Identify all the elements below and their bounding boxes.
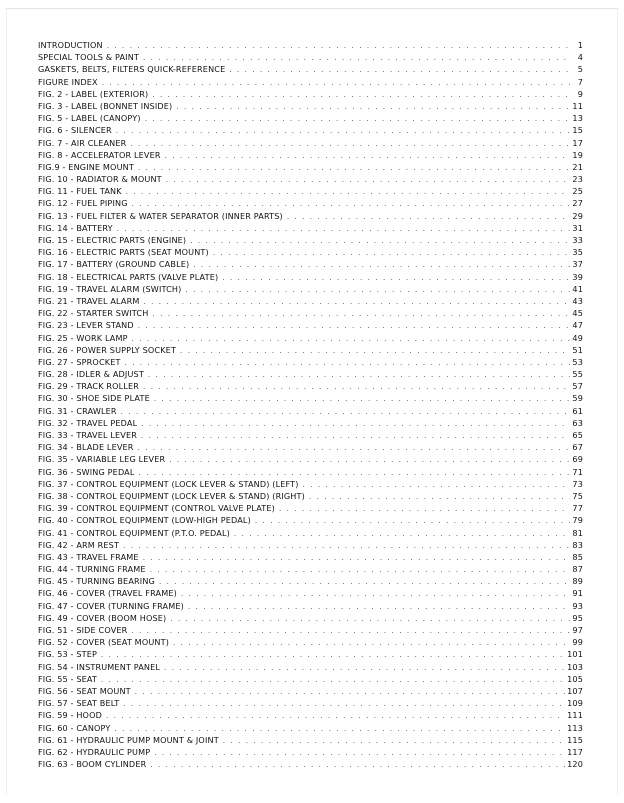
toc-entry-page-number: 53 bbox=[572, 356, 583, 367]
toc-entry-page-number: 31 bbox=[572, 222, 583, 233]
toc-entry[interactable] bbox=[38, 332, 583, 344]
toc-entry[interactable] bbox=[38, 478, 583, 490]
toc-dot-leader bbox=[152, 308, 570, 320]
toc-entry-page-number: 93 bbox=[572, 600, 583, 611]
toc-entry-title: FIG. 21 - TRAVEL ALARM bbox=[38, 295, 140, 306]
toc-dot-leader bbox=[123, 540, 570, 552]
toc-entry[interactable] bbox=[38, 587, 583, 599]
toc-entry-title: FIG. 30 - SHOE SIDE PLATE bbox=[38, 393, 150, 404]
toc-entry-page-number: 73 bbox=[572, 478, 583, 489]
toc-dot-leader bbox=[287, 211, 571, 223]
toc-entry[interactable] bbox=[38, 124, 583, 136]
toc-entry-page-number: 101 bbox=[567, 649, 583, 660]
toc-entry[interactable] bbox=[38, 380, 583, 392]
toc-entry[interactable] bbox=[38, 636, 583, 648]
toc-entry-page-number: 95 bbox=[572, 612, 583, 623]
toc-entry-page-number: 45 bbox=[572, 308, 583, 319]
toc-entry-page-number: 15 bbox=[572, 125, 583, 136]
toc-dot-leader bbox=[141, 418, 570, 430]
toc-entry-page-number: 105 bbox=[567, 673, 583, 684]
toc-dot-leader bbox=[222, 272, 570, 284]
toc-entry-title: FIG. 19 - TRAVEL ALARM (SWITCH) bbox=[38, 283, 182, 294]
toc-dot-leader bbox=[176, 101, 570, 113]
toc-dot-leader bbox=[154, 393, 571, 405]
toc-dot-leader bbox=[185, 284, 570, 296]
toc-dot-leader bbox=[125, 357, 571, 369]
toc-entry[interactable] bbox=[38, 661, 583, 673]
toc-dot-leader bbox=[107, 40, 571, 52]
toc-entry-page-number: 91 bbox=[572, 588, 583, 599]
toc-entry[interactable] bbox=[38, 295, 583, 307]
toc-entry-title: FIG. 38 - CONTROL EQUIPMENT (LOCK LEVER & STAND) (RIGHT) bbox=[38, 490, 305, 501]
toc-entry-title: FIG. 36 - SWING PEDAL bbox=[38, 466, 135, 477]
toc-entry-title: FIG. 3 - LABEL (BONNET INSIDE) bbox=[38, 100, 173, 111]
toc-entry-page-number: 55 bbox=[572, 369, 583, 380]
toc-dot-leader bbox=[135, 686, 565, 698]
toc-entry-page-number: 89 bbox=[572, 576, 583, 587]
toc-entry-page-number: 1 bbox=[577, 40, 583, 50]
toc-entry-title: FIG. 34 - BLADE LEVER bbox=[38, 442, 134, 453]
toc-entry-title: FIG. 62 - HYDRAULIC PUMP bbox=[38, 746, 151, 757]
toc-entry[interactable] bbox=[38, 76, 583, 88]
toc-entry-title: FIG. 25 - WORK LAMP bbox=[38, 332, 128, 343]
toc-dot-leader bbox=[116, 125, 571, 137]
toc-entry[interactable] bbox=[38, 527, 583, 539]
toc-entry-page-number: 25 bbox=[572, 186, 583, 197]
toc-dot-leader bbox=[138, 442, 571, 454]
toc-dot-leader bbox=[145, 113, 571, 125]
toc-dot-leader bbox=[181, 588, 570, 600]
toc-entry[interactable] bbox=[38, 63, 583, 75]
toc-entry-page-number: 97 bbox=[572, 625, 583, 635]
toc-dot-leader bbox=[309, 491, 570, 503]
toc-entry[interactable] bbox=[38, 258, 583, 270]
toc-entry-title: FIG. 61 - HYDRAULIC PUMP MOUNT & JOINT bbox=[38, 734, 219, 745]
toc-entry-title: FIG. 15 - ELECTRIC PARTS (ENGINE) bbox=[38, 235, 187, 245]
toc-entry-page-number: 111 bbox=[567, 710, 583, 721]
toc-entry-title: FIG. 23 - LEVER STAND bbox=[38, 320, 134, 331]
toc-entry-page-number: 29 bbox=[572, 210, 583, 221]
toc-dot-leader bbox=[143, 552, 571, 564]
toc-entry-title: FIG. 13 - FUEL FILTER & WATER SEPARATOR (INNER PARTS) bbox=[38, 210, 283, 221]
toc-entry-title: FIG. 32 - TRAVEL PEDAL bbox=[38, 417, 138, 428]
toc-dot-leader bbox=[164, 662, 565, 674]
toc-entry[interactable] bbox=[38, 319, 583, 331]
toc-entry-page-number: 35 bbox=[572, 247, 583, 258]
toc-entry-page-number: 99 bbox=[572, 637, 583, 648]
toc-dot-leader bbox=[101, 649, 565, 661]
toc-entry[interactable] bbox=[38, 417, 583, 429]
toc-entry-title: FIG. 22 - STARTER SWITCH bbox=[38, 308, 149, 319]
toc-dot-leader bbox=[173, 637, 570, 649]
toc-entry[interactable] bbox=[38, 746, 583, 758]
toc-dot-leader bbox=[126, 186, 571, 198]
toc-entry-page-number: 71 bbox=[572, 466, 583, 477]
toc-entry[interactable] bbox=[38, 453, 583, 465]
toc-entry-page-number: 11 bbox=[572, 100, 583, 111]
toc-entry-title: FIG. 42 - ARM REST bbox=[38, 539, 120, 550]
toc-entry-page-number: 57 bbox=[572, 381, 583, 392]
toc-entry-title: FIG. 52 - COVER (SEAT MOUNT) bbox=[38, 637, 170, 648]
toc-entry-title: FIG. 35 - VARIABLE LEG LEVER bbox=[38, 454, 166, 465]
toc-entry-title: FIG. 51 - SIDE COVER bbox=[38, 625, 128, 635]
toc-entry-title: FIG. 53 - STEP bbox=[38, 649, 98, 660]
toc-dot-leader bbox=[123, 698, 565, 710]
toc-entry-page-number: 33 bbox=[572, 235, 583, 245]
toc-dot-leader bbox=[138, 320, 571, 332]
toc-entry-page-number: 117 bbox=[567, 746, 583, 757]
toc-entry[interactable] bbox=[38, 551, 583, 563]
toc-entry[interactable] bbox=[38, 624, 583, 636]
toc-entry-page-number: 109 bbox=[567, 698, 583, 709]
toc-entry-page-number: 23 bbox=[572, 174, 583, 185]
toc-entry[interactable] bbox=[38, 185, 583, 197]
toc-dot-leader bbox=[229, 64, 571, 76]
toc-entry-title: FIG. 14 - BATTERY bbox=[38, 222, 113, 233]
toc-entry[interactable] bbox=[38, 39, 583, 51]
toc-dot-leader bbox=[106, 710, 565, 722]
toc-entry[interactable] bbox=[38, 575, 583, 587]
toc-entry[interactable] bbox=[38, 234, 583, 246]
toc-dot-leader bbox=[213, 247, 571, 259]
toc-entry-title: FIG. 43 - TRAVEL FRAME bbox=[38, 551, 139, 562]
toc-dot-leader bbox=[150, 564, 571, 576]
toc-dot-leader bbox=[102, 77, 571, 89]
table-of-contents bbox=[38, 39, 583, 770]
toc-entry-title: FIG. 11 - FUEL TANK bbox=[38, 186, 122, 197]
toc-entry-title: FIG. 6 - SILENCER bbox=[38, 125, 112, 136]
toc-entry-page-number: 103 bbox=[567, 661, 583, 672]
toc-dot-leader bbox=[188, 601, 570, 613]
toc-dot-leader bbox=[121, 406, 571, 418]
toc-entry-page-number: 21 bbox=[572, 161, 583, 172]
toc-entry-title: FIG. 12 - FUEL PIPING bbox=[38, 198, 128, 209]
toc-entry-title: FIG. 33 - TRAVEL LEVER bbox=[38, 430, 138, 440]
toc-entry-page-number: 41 bbox=[572, 283, 583, 294]
toc-entry[interactable] bbox=[38, 344, 583, 356]
toc-dot-leader bbox=[234, 528, 570, 540]
toc-dot-leader bbox=[101, 674, 565, 686]
toc-entry-title: FIG. 40 - CONTROL EQUIPMENT (LOW-HIGH PEDAL) bbox=[38, 515, 251, 526]
toc-entry-page-number: 19 bbox=[572, 149, 583, 160]
toc-entry-title: FIG. 29 - TRACK ROLLER bbox=[38, 381, 140, 392]
toc-entry-title: FIG. 60 - CANOPY bbox=[38, 722, 111, 733]
toc-dot-leader bbox=[223, 735, 565, 747]
toc-entry-page-number: 27 bbox=[572, 198, 583, 209]
toc-entry-title: FIG. 44 - TURNING FRAME bbox=[38, 564, 146, 575]
toc-dot-leader bbox=[159, 576, 570, 588]
toc-entry-title: FIG. 26 - POWER SUPPLY SOCKET bbox=[38, 344, 177, 355]
toc-entry-title: FIG. 39 - CONTROL EQUIPMENT (CONTROL VALVE PLATE) bbox=[38, 503, 275, 514]
toc-entry-title: FIG. 18 - ELECTRICAL PARTS (VALVE PLATE) bbox=[38, 271, 219, 282]
toc-entry[interactable] bbox=[38, 210, 583, 222]
toc-entry-title: FIG. 41 - CONTROL EQUIPMENT (P.T.O. PEDAL) bbox=[38, 527, 230, 538]
toc-entry[interactable] bbox=[38, 161, 583, 173]
toc-dot-leader bbox=[132, 333, 571, 345]
toc-entry-page-number: 81 bbox=[572, 527, 583, 538]
toc-entry[interactable] bbox=[38, 246, 583, 258]
toc-entry[interactable] bbox=[38, 368, 583, 380]
toc-entry-title: GASKETS, BELTS, FILTERS QUICK-REFERENCE bbox=[38, 64, 226, 75]
toc-dot-leader bbox=[143, 381, 570, 393]
toc-entry-page-number: 59 bbox=[572, 393, 583, 404]
toc-entry-title: FIG. 63 - BOOM CYLINDER bbox=[38, 759, 147, 770]
toc-entry[interactable] bbox=[38, 709, 583, 721]
toc-entry-title: FIG. 55 - SEAT bbox=[38, 673, 98, 684]
toc-dot-leader bbox=[150, 759, 565, 771]
toc-entry-title: FIG. 17 - BATTERY (GROUND CABLE) bbox=[38, 259, 190, 270]
toc-entry[interactable] bbox=[38, 222, 583, 234]
toc-entry[interactable] bbox=[38, 563, 583, 575]
toc-entry-page-number: 77 bbox=[572, 503, 583, 514]
toc-dot-leader bbox=[130, 138, 570, 150]
toc-dot-leader bbox=[144, 296, 571, 308]
toc-entry[interactable] bbox=[38, 722, 583, 734]
toc-entry[interactable] bbox=[38, 149, 583, 161]
toc-entry-page-number: 69 bbox=[572, 454, 583, 465]
toc-entry-title: FIG. 54 - INSTRUMENT PANEL bbox=[38, 661, 161, 672]
toc-entry[interactable] bbox=[38, 734, 583, 746]
toc-dot-leader bbox=[303, 479, 571, 491]
toc-entry[interactable] bbox=[38, 539, 583, 551]
toc-entry-title: FIG. 5 - LABEL (CANOPY) bbox=[38, 113, 141, 124]
toc-entry-title: FIG. 31 - CRAWLER bbox=[38, 405, 117, 416]
toc-entry-title: SPECIAL TOOLS & PAINT bbox=[38, 52, 140, 63]
toc-dot-leader bbox=[154, 747, 565, 759]
toc-entry[interactable] bbox=[38, 197, 583, 209]
toc-entry-title: FIG. 49 - COVER (BOOM HOSE) bbox=[38, 612, 167, 623]
toc-dot-leader bbox=[255, 515, 570, 527]
toc-entry-page-number: 47 bbox=[572, 320, 583, 331]
toc-entry-title: FIG. 7 - AIR CLEANER bbox=[38, 137, 127, 148]
toc-entry-page-number: 87 bbox=[572, 564, 583, 575]
toc-entry-title: INTRODUCTION bbox=[38, 40, 103, 50]
toc-entry-page-number: 113 bbox=[567, 722, 583, 733]
toc-dot-leader bbox=[166, 174, 571, 186]
toc-dot-leader bbox=[170, 613, 570, 625]
toc-entry-page-number: 120 bbox=[567, 759, 583, 770]
toc-entry[interactable] bbox=[38, 758, 583, 770]
toc-entry-title: FIG. 59 - HOOD bbox=[38, 710, 102, 721]
toc-entry-page-number: 85 bbox=[572, 551, 583, 562]
toc-entry-page-number: 115 bbox=[567, 734, 583, 745]
toc-entry-title: FIG.9 - ENGINE MOUNT bbox=[38, 161, 134, 172]
toc-entry[interactable] bbox=[38, 429, 583, 441]
toc-dot-leader bbox=[193, 259, 570, 271]
toc-entry-title: FIG. 56 - SEAT MOUNT bbox=[38, 685, 131, 696]
toc-dot-leader bbox=[190, 235, 570, 247]
toc-entry-title: FIG. 27 - SPROCKET bbox=[38, 356, 121, 367]
toc-dot-leader bbox=[279, 503, 570, 515]
toc-entry-title: FIG. 46 - COVER (TRAVEL FRAME) bbox=[38, 588, 177, 599]
toc-entry[interactable] bbox=[38, 88, 583, 100]
toc-entry-page-number: 7 bbox=[577, 76, 583, 87]
toc-entry-page-number: 75 bbox=[572, 490, 583, 501]
toc-entry[interactable] bbox=[38, 514, 583, 526]
toc-entry-title: FIG. 8 - ACCELERATOR LEVER bbox=[38, 149, 161, 160]
toc-entry-page-number: 83 bbox=[572, 539, 583, 550]
toc-entry-page-number: 79 bbox=[572, 515, 583, 526]
toc-entry-title: FIG. 2 - LABEL (EXTERIOR) bbox=[38, 88, 149, 99]
toc-entry[interactable] bbox=[38, 405, 583, 417]
toc-entry-page-number: 67 bbox=[572, 442, 583, 453]
toc-entry[interactable] bbox=[38, 600, 583, 612]
toc-entry-page-number: 4 bbox=[577, 52, 583, 63]
toc-entry-page-number: 107 bbox=[567, 685, 583, 696]
toc-dot-leader bbox=[131, 625, 570, 637]
toc-entry-page-number: 49 bbox=[572, 332, 583, 343]
toc-entry-title: FIG. 10 - RADIATOR & MOUNT bbox=[38, 174, 162, 185]
toc-entry-page-number: 9 bbox=[577, 88, 583, 99]
toc-dot-leader bbox=[165, 150, 571, 162]
toc-dot-leader bbox=[152, 89, 571, 101]
toc-entry[interactable] bbox=[38, 173, 583, 185]
toc-entry-page-number: 5 bbox=[577, 64, 583, 75]
toc-entry[interactable] bbox=[38, 100, 583, 112]
toc-entry-page-number: 13 bbox=[572, 113, 583, 124]
toc-dot-leader bbox=[141, 430, 570, 442]
toc-entry-page-number: 37 bbox=[572, 259, 583, 270]
toc-entry[interactable] bbox=[38, 271, 583, 283]
toc-entry[interactable] bbox=[38, 392, 583, 404]
toc-entry[interactable] bbox=[38, 685, 583, 697]
toc-entry-title: FIG. 57 - SEAT BELT bbox=[38, 698, 120, 709]
toc-entry[interactable] bbox=[38, 356, 583, 368]
toc-entry-page-number: 65 bbox=[572, 430, 583, 440]
toc-dot-leader bbox=[138, 162, 570, 174]
toc-entry[interactable] bbox=[38, 441, 583, 453]
toc-entry[interactable] bbox=[38, 51, 583, 63]
toc-entry-page-number: 51 bbox=[572, 344, 583, 355]
toc-entry-page-number: 39 bbox=[572, 271, 583, 282]
toc-entry-title: FIG. 16 - ELECTRIC PARTS (SEAT MOUNT) bbox=[38, 247, 209, 258]
toc-dot-leader bbox=[148, 369, 570, 381]
toc-entry[interactable] bbox=[38, 137, 583, 149]
toc-entry[interactable] bbox=[38, 112, 583, 124]
toc-entry[interactable] bbox=[38, 283, 583, 295]
toc-entry[interactable] bbox=[38, 648, 583, 660]
toc-entry-title: FIG. 45 - TURNING BEARING bbox=[38, 576, 155, 587]
toc-entry-title: FIG. 28 - IDLER & ADJUST bbox=[38, 369, 144, 380]
toc-entry-page-number: 17 bbox=[572, 137, 583, 148]
toc-entry-page-number: 61 bbox=[572, 405, 583, 416]
toc-entry[interactable] bbox=[38, 697, 583, 709]
toc-dot-leader bbox=[180, 345, 570, 357]
toc-entry-title: FIGURE INDEX bbox=[38, 76, 98, 87]
toc-entry[interactable] bbox=[38, 490, 583, 502]
toc-entry-page-number: 43 bbox=[572, 295, 583, 306]
toc-entry-title: FIG. 47 - COVER (TURNING FRAME) bbox=[38, 600, 184, 611]
toc-entry[interactable] bbox=[38, 466, 583, 478]
toc-entry[interactable] bbox=[38, 673, 583, 685]
toc-entry-title: FIG. 37 - CONTROL EQUIPMENT (LOCK LEVER & STAND) (LEFT) bbox=[38, 478, 299, 489]
toc-entry[interactable] bbox=[38, 307, 583, 319]
toc-entry[interactable] bbox=[38, 612, 583, 624]
toc-entry[interactable] bbox=[38, 502, 583, 514]
toc-dot-leader bbox=[169, 454, 570, 466]
toc-entry-page-number: 63 bbox=[572, 417, 583, 428]
